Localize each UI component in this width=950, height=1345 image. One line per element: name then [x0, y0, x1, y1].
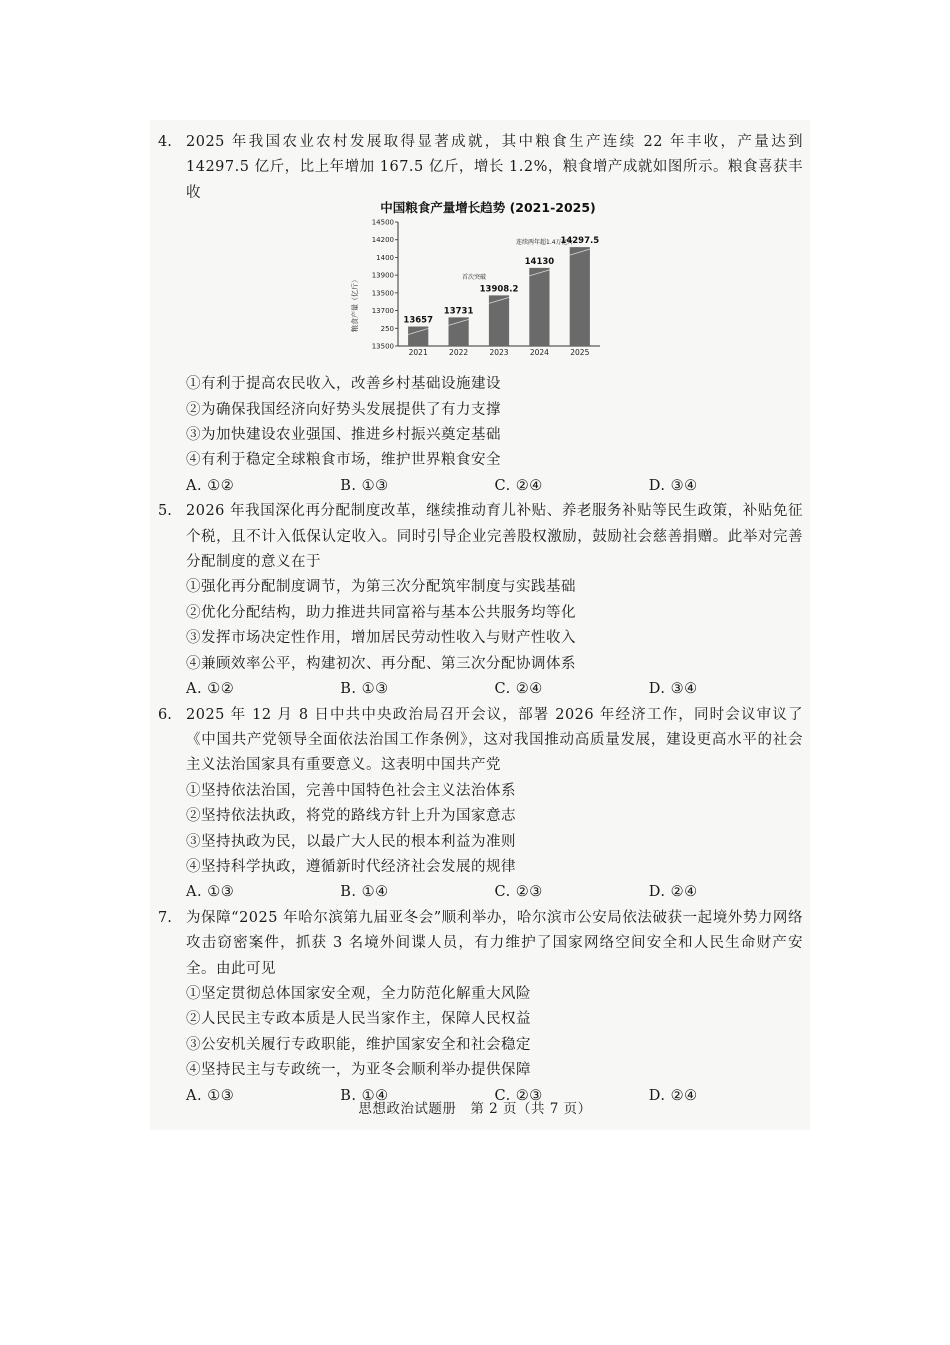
choice-d: D. ③④ [648, 681, 698, 698]
question-7 [158, 906, 803, 1109]
answer-choices [186, 880, 803, 905]
question-number: 4. [158, 134, 172, 150]
x-tick-label: 2021 [408, 348, 428, 358]
y-tick-label: 1400 [376, 254, 394, 263]
y-tick-label: 13700 [371, 307, 394, 316]
option-item: ④坚持科学执政，遵循新时代经济社会发展的规律 [186, 858, 516, 875]
question-number: 6. [158, 706, 172, 723]
value-label: 14297.5 [560, 236, 600, 247]
choice-d: D. ③④ [648, 477, 698, 494]
option-item: ④兼顾效率公平，构建初次、再分配、第三次分配协调体系 [186, 655, 576, 672]
option-item: ③发挥市场决定性作用，增加居民劳动性收入与财产性收入 [186, 630, 576, 647]
page-footer: 思想政治试题册 第 2 页（共 7 页） [358, 1101, 592, 1117]
choice-a: A. ①③ [186, 884, 235, 901]
value-label: 13908.2 [479, 284, 519, 295]
choice-b: B. ①④ [340, 884, 389, 901]
x-tick-label: 2025 [570, 348, 590, 358]
chart-ylabel: 粮食产量（亿斤） [351, 276, 359, 333]
choice-c: C. ②④ [494, 477, 543, 494]
question-stem: 为保障“2025 年哈尔滨第九届亚冬会”顺利举办，哈尔滨市公安局依法破获一起境外势力网络攻击窃密案件，抓获 3 名境外间谍人员，有力维护了国家网络空间安全和人民生命财产安全。由此可见 [186, 909, 803, 977]
option-item: ①有利于提高农民收入，改善乡村基础设施建设 [186, 376, 501, 393]
bars [408, 247, 590, 346]
bar [449, 318, 469, 347]
question-list [158, 130, 803, 1109]
question-6 [158, 703, 803, 906]
choice-b: B. ①③ [340, 681, 389, 698]
option-item: ③公安机关履行专政职能，维护国家安全和社会稳定 [186, 1036, 531, 1053]
x-tick-label: 2024 [529, 348, 549, 358]
option-item: ①强化再分配制度调节，为第三次分配筑牢制度与实践基础 [186, 579, 576, 596]
option-item: ①坚定贯彻总体国家安全观，全力防范化解重大风险 [186, 985, 531, 1002]
bar-chart-svg [348, 200, 608, 368]
chart-annotation-first: 首次突破 [462, 274, 487, 282]
answer-choices [186, 677, 803, 702]
y-tick-label: 13900 [371, 271, 394, 280]
chart-annotation-record: 连续两年超1.4万亿斤 [516, 239, 574, 247]
answer-choices [186, 474, 803, 499]
choice-c: C. ②④ [494, 681, 543, 698]
choice-b: B. ①③ [340, 477, 389, 494]
question-number: 7. [158, 909, 172, 926]
option-item: ④有利于稳定全球粮食市场，维护世界粮食安全 [186, 452, 501, 469]
grain-output-chart [348, 200, 608, 368]
choice-a: A. ①③ [186, 1087, 235, 1104]
question-stem: 2026 年我国深化再分配制度改革，继续推动育儿补贴、养老服务补贴等民生政策，补贴免征个税，且不计入低保认定收入。同时引导企业完善股权激励，鼓励社会慈善捐赠。此举对完善分配制度的意义在于 [186, 503, 803, 571]
y-tick-label: 13500 [371, 342, 394, 351]
chart-title: 中国粮食产量增长趋势 (2021-2025) [380, 200, 596, 216]
x-tick-label: 2022 [449, 348, 469, 358]
value-label: 13657 [403, 315, 433, 326]
y-tick-labels [372, 219, 398, 351]
option-item: ④坚持民主与专政统一，为亚冬会顺利举办提供保障 [186, 1062, 531, 1079]
choice-a: A. ①② [186, 477, 235, 494]
y-tick-label: 250 [380, 325, 394, 334]
y-tick-label: 14500 [371, 218, 394, 227]
option-item: ③坚持执政为民，以最广大人民的根本利益为准则 [186, 833, 516, 850]
choice-c: C. ②③ [494, 1087, 543, 1104]
y-tick-label: 13500 [371, 289, 394, 298]
value-label: 14130 [524, 257, 555, 268]
choice-d: D. ②④ [648, 884, 698, 901]
x-tick-labels [409, 348, 590, 357]
x-tick-label: 2023 [489, 348, 509, 358]
choice-c: C. ②③ [494, 884, 543, 901]
option-item: ②坚持依法执政，将党的路线方针上升为国家意志 [186, 808, 516, 825]
choice-b: B. ①④ [340, 1087, 389, 1104]
option-item: ②为确保我国经济向好势头发展提供了有力支撑 [186, 401, 501, 418]
value-label: 13731 [443, 306, 474, 317]
option-item: ②优化分配结构，助力推进共同富裕与基本公共服务均等化 [186, 604, 576, 621]
option-item: ③为加快建设农业强国、推进乡村振兴奠定基础 [186, 427, 501, 444]
question-4 [158, 130, 803, 499]
question-number: 5. [158, 503, 172, 520]
question-5 [158, 499, 803, 702]
bar [570, 247, 590, 346]
y-tick-label: 14200 [371, 236, 394, 245]
option-item: ②人民民主专政本质是人民当家作主，保障人民权益 [186, 1011, 531, 1028]
question-stem: 2025 年我国农业农村发展取得显著成就，其中粮食生产连续 22 年丰收，产量达到 14297.5 亿斤，比上年增加 167.5 亿斤，增长 1.2%，粮食增产成就如图所示。粮食喜获丰收 [186, 134, 803, 201]
choice-a: A. ①② [186, 681, 235, 698]
choice-d: D. ②④ [648, 1087, 698, 1104]
question-stem: 2025 年 12 月 8 日中共中央政治局召开会议，部署 2026 年经济工作，同时会议审议了《中国共产党领导全面依法治国工作条例》，这对我国推动高质量发展，建设更高水平的社会主义法治国家具有重要意义。这表明中国共产党 [186, 706, 803, 774]
option-item: ①坚持依法治国，完善中国特色社会主义法治体系 [186, 782, 516, 799]
bar [489, 296, 509, 347]
bar [529, 268, 549, 346]
